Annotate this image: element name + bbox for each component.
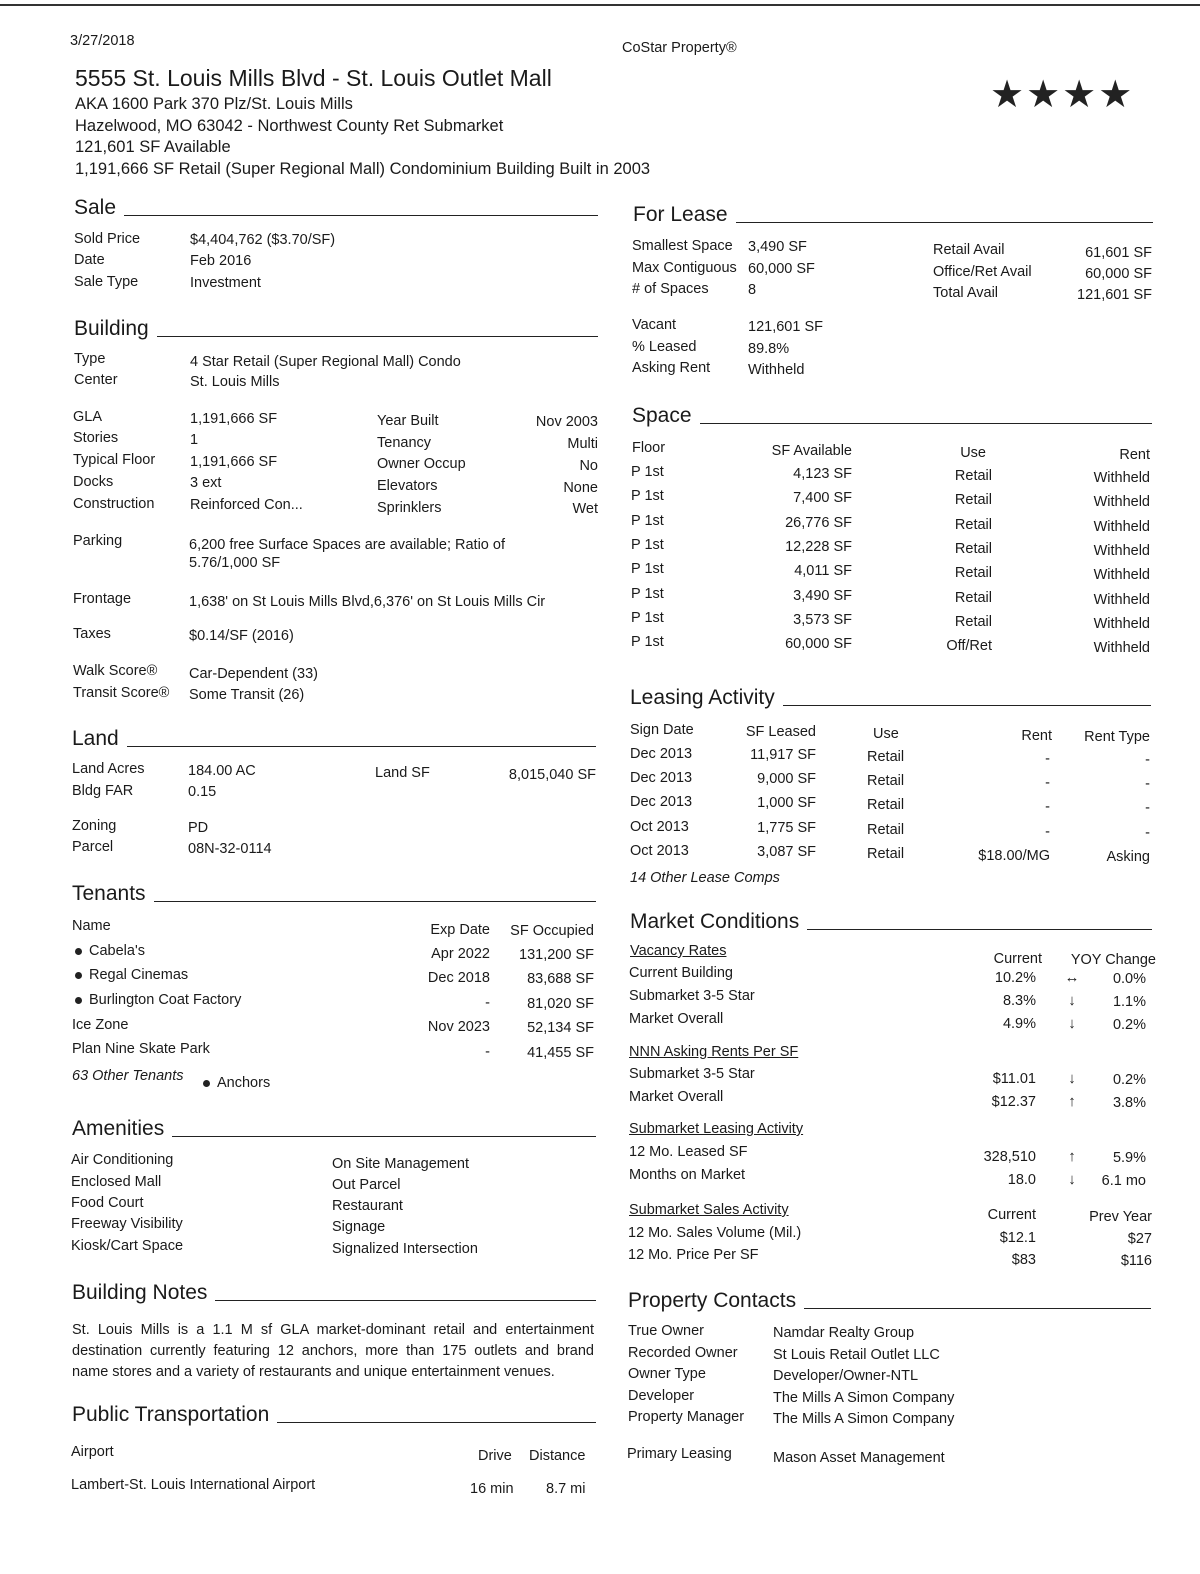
contact-label: Property Manager [628,1409,745,1425]
primary-leasing-label: Primary Leasing [627,1446,732,1462]
building-label: Sprinklers [377,500,442,516]
leasing-rent-type: - [1145,776,1150,793]
tenant-row: Cabela's [75,943,145,959]
sale-value: $4,404,762 ($3.70/SF) [190,232,336,248]
market-change: 5.9% [1112,1150,1146,1166]
building-type-label: Type [74,351,106,367]
building-value: Nov 2003 [535,414,598,430]
tenant-exp: Dec 2018 [427,970,490,986]
market-conditions-heading: Market Conditions [630,910,1152,934]
leasing-col-date: Sign Date [630,722,694,738]
leasing-use: Retail [867,845,905,862]
market-row-label: Market Overall [629,1011,724,1027]
space-rent: Withheld [1093,640,1150,657]
sales-row-label: 12 Mo. Sales Volume (Mil.) [628,1225,802,1241]
contact-value: St Louis Retail Outlet LLC [773,1346,940,1363]
building-label: Owner Occup [377,456,466,472]
trend-arrow-icon: ↑ [1068,1148,1076,1165]
building-notes-heading: Building Notes [72,1281,596,1305]
contact-label: Developer [628,1387,695,1404]
contact-value: The Mills A Simon Company [773,1411,955,1427]
drive-col-label: Drive [478,1448,512,1464]
building-label: Year Built [377,413,439,429]
land-sf-value: 8,015,040 SF [508,767,596,783]
submarket-leasing-heading: Submarket Leasing Activity [629,1121,804,1137]
public-transportation-heading: Public Transportation [72,1403,596,1427]
market-row-label: Market Overall [629,1089,724,1105]
sale-label: Sale Type [74,274,139,290]
leasing-date: Dec 2013 [630,746,693,762]
tenant-sf: 131,200 SF [519,947,594,963]
space-use: Retail [954,565,992,582]
space-floor: P 1st [631,561,664,578]
space-rent: Withheld [1093,494,1150,511]
space-sf: 60,000 SF [785,636,852,653]
leasing-date: Oct 2013 [630,818,689,835]
market-change: 0.0% [1112,971,1146,987]
sale-value: Feb 2016 [190,253,252,269]
leasing-rent-type: - [1145,800,1150,817]
tenant-sf: 41,455 SF [527,1045,594,1061]
lease-label: Retail Avail [933,242,1005,258]
market-row-label: Current Building [629,965,733,981]
airport-col-label: Airport [71,1444,114,1460]
page-title: 5555 St. Louis Mills Blvd - St. Louis Outlet Mall [75,65,552,91]
walk-score-label: Walk Score® [73,663,158,679]
leasing-rent: - [1045,823,1050,840]
market-current: 18.0 [1007,1172,1036,1188]
available-line: 121,601 SF Available [75,138,231,156]
lease-value: 121,601 SF [1077,287,1152,303]
building-center-value: St. Louis Mills [190,374,280,390]
amenity-item: Restaurant [332,1198,403,1214]
contact-value: The Mills A Simon Company [773,1389,955,1406]
lease-label: # of Spaces [632,281,709,297]
space-col-sf: SF Available [771,443,852,459]
land-heading: Land [72,727,596,751]
other-tenants: 63 Other Tenants [72,1068,184,1084]
market-current: 4.9% [1002,1016,1036,1032]
market-row-label: Submarket 3-5 Star [629,988,755,1004]
space-use: Retail [954,589,992,606]
tenant-sf: 81,020 SF [527,996,594,1012]
leasing-sf: 1,775 SF [757,819,816,836]
bldg-far-value: 0.15 [188,784,217,800]
tenant-name: Plan Nine Skate Park [72,1041,210,1057]
tenants-col-exp: Exp Date [430,922,490,938]
lease-value: 89.8% [748,341,790,357]
tenants-col-sf: SF Occupied [510,923,594,939]
space-use: Off/Ret [946,638,992,655]
trend-arrow-icon: ↑ [1068,1093,1076,1110]
leasing-sf: 1,000 SF [757,795,816,812]
lease-label: Max Contiguous [632,260,737,276]
space-floor: P 1st [631,464,664,480]
tenant-exp: Nov 2023 [427,1019,490,1035]
space-use: Retail [954,516,992,533]
amenity-item: Signage [332,1219,386,1235]
amenity-item: Freeway Visibility [71,1216,183,1232]
space-rent: Withheld [1093,615,1150,632]
sale-label: Date [74,252,105,268]
anchors-legend: Anchors [203,1075,270,1091]
zoning-value: PD [188,820,209,836]
space-heading: Space [632,404,1152,428]
market-change: 0.2% [1112,1017,1146,1033]
land-acres-value: 184.00 AC [188,763,256,779]
parcel-value: 08N-32-0114 [188,841,272,857]
building-value: 1,191,666 SF [190,411,278,427]
sales-prev: $27 [1127,1231,1152,1247]
land-acres-label: Land Acres [72,761,145,777]
tenant-exp: Apr 2022 [431,946,490,962]
market-col-yoy: YOY Change [1070,952,1156,968]
land-sf-label: Land SF [375,765,430,781]
space-rent: Withheld [1093,542,1150,559]
leasing-rent-type: - [1145,752,1150,768]
tenant-exp: - [485,995,490,1011]
vacancy-rates-heading: Vacancy Rates [630,943,727,959]
building-label: Tenancy [377,435,432,451]
space-rent: Withheld [1093,567,1150,584]
leasing-use: Retail [867,749,905,765]
aka-line: AKA 1600 Park 370 Plz/St. Louis Mills [75,95,353,113]
contact-label: True Owner [628,1323,705,1339]
building-notes-text: St. Louis Mills is a 1.1 M sf GLA market-dominant retail and entertainment destination currently featuring 12 anchors, more than 175 outlets and brand name stores and a variety of restaurants and unique entertainment venues. [72,1322,594,1380]
leasing-col-rent: Rent [1021,728,1052,744]
space-col-rent: Rent [1119,447,1150,463]
space-sf: 7,400 SF [793,490,852,507]
sales-row-label: 12 Mo. Price Per SF [628,1247,759,1263]
market-current: 8.3% [1002,993,1036,1009]
market-row-label: 12 Mo. Leased SF [629,1144,748,1160]
tenants-heading: Tenants [72,882,596,906]
walk-score-value: Car-Dependent (33) [189,666,318,682]
bldg-far-label: Bldg FAR [72,783,134,799]
sales-col-current: Current [987,1207,1036,1223]
lease-value: 8 [748,282,757,298]
market-col-current: Current [993,951,1042,967]
space-rent: Withheld [1093,470,1150,486]
sales-col-prev: Prev Year [1089,1209,1152,1225]
space-sf: 3,490 SF [793,587,852,604]
leasing-rent: - [1045,775,1050,792]
nnn-rents-heading: NNN Asking Rents Per SF [629,1044,799,1060]
space-use: Retail [954,613,992,630]
airport-drive: 16 min [470,1481,514,1497]
frontage-label: Frontage [73,591,132,607]
space-sf: 3,573 SF [793,611,852,628]
building-center-label: Center [74,372,118,388]
anchor-bullet-icon [75,948,82,955]
leasing-rent-type: - [1145,824,1150,841]
leasing-activity-heading: Leasing Activity [630,686,1151,710]
space-sf: 4,011 SF [794,563,852,580]
parking-value: 6,200 free Surface Spaces are available; Ratio of [189,537,505,553]
space-floor: P 1st [631,512,664,529]
anchor-bullet-icon [203,1080,210,1087]
anchor-bullet-icon [75,972,82,979]
lease-label: % Leased [632,339,697,355]
submarket-sales-heading: Submarket Sales Activity [629,1202,789,1218]
leasing-date: Dec 2013 [630,794,693,811]
for-lease-heading: For Lease [633,203,1153,227]
tenant-row: Burlington Coat Factory [75,992,241,1008]
distance-col-label: Distance [529,1448,586,1464]
airport-name: Lambert-St. Louis International Airport [71,1477,316,1493]
amenity-item: Enclosed Mall [71,1174,162,1190]
lease-label: Vacant [632,317,677,333]
lease-label: Asking Rent [632,360,711,376]
star-rating: ★★★★ [990,74,1135,116]
market-current: $11.01 [992,1071,1036,1087]
space-col-floor: Floor [632,440,666,456]
amenity-item: Food Court [71,1195,144,1211]
space-use: Retail [954,540,992,557]
tenants-col-name: Name [72,918,111,934]
space-rent: Withheld [1093,518,1150,535]
market-change: 1.1% [1112,994,1146,1010]
airport-distance: 8.7 mi [546,1481,586,1497]
contact-label: Recorded Owner [628,1344,738,1361]
space-floor: P 1st [631,609,664,626]
print-date: 3/27/2018 [70,33,135,49]
space-floor: P 1st [631,634,664,651]
leasing-use: Retail [867,797,905,814]
building-label: Construction [73,496,155,512]
space-sf: 4,123 SF [793,466,852,482]
leasing-rent: - [1045,799,1050,816]
leasing-sf: 11,917 SF [750,747,816,763]
anchor-bullet-icon [75,997,82,1004]
leasing-use: Retail [867,773,905,790]
frontage-value: 1,638' on St Louis Mills Blvd,6,376' on St Louis Mills Cir [189,594,546,610]
building-value: 1 [190,432,199,448]
market-row-label: Months on Market [629,1167,746,1183]
sale-value: Investment [190,275,261,291]
market-current: 328,510 [983,1149,1036,1165]
amenity-item: Signalized Intersection [332,1241,478,1257]
zoning-label: Zoning [72,818,117,834]
lease-value: 60,000 SF [748,261,815,277]
building-label: Typical Floor [73,452,156,468]
trend-arrow-icon: ↔ [1064,969,1080,986]
space-sf: 26,776 SF [785,514,852,531]
parking-value-2: 5.76/1,000 SF [189,555,281,571]
sales-current: $83 [1011,1252,1036,1268]
tenant-name: Ice Zone [72,1017,129,1033]
building-value: Multi [567,436,598,452]
transit-score-value: Some Transit (26) [189,687,305,703]
lease-value: 121,601 SF [748,319,823,335]
market-current: 10.2% [994,970,1036,986]
amenity-item: On Site Management [332,1156,470,1172]
tenant-sf: 52,134 SF [527,1020,594,1036]
trend-arrow-icon: ↓ [1068,1070,1076,1087]
leasing-col-type: Rent Type [1084,729,1150,745]
amenities-heading: Amenities [72,1117,596,1141]
tenant-row: Regal Cinemas [75,967,188,983]
building-value: Reinforced Con... [190,497,303,513]
top-border [0,4,1200,6]
building-label: Docks [73,474,114,490]
leasing-sf: 9,000 SF [757,771,816,788]
leasing-col-sf: SF Leased [745,724,816,740]
leasing-rent: - [1045,751,1050,767]
lease-label: Office/Ret Avail [933,264,1032,280]
market-current: $12.37 [991,1094,1036,1110]
building-value: Wet [572,501,598,517]
lease-value: 60,000 SF [1085,266,1152,282]
sale-heading: Sale [74,196,598,220]
building-label: GLA [73,409,103,425]
tenant-sf: 83,688 SF [527,971,594,987]
building-heading: Building [74,317,598,341]
space-floor: P 1st [631,488,664,505]
tenant-exp: - [485,1044,490,1060]
leasing-date: Oct 2013 [630,842,689,859]
location-line: Hazelwood, MO 63042 - Northwest County Ret Submarket [75,117,504,135]
parcel-label: Parcel [72,839,114,855]
space-rent: Withheld [1093,591,1150,608]
space-floor: P 1st [631,536,664,553]
leasing-rent-type: Asking [1106,848,1150,865]
primary-leasing-value: Mason Asset Management [773,1450,945,1466]
building-label: Elevators [377,478,438,494]
space-use: Retail [954,468,992,484]
amenity-item: Air Conditioning [71,1152,174,1168]
taxes-label: Taxes [73,626,111,642]
space-sf: 12,228 SF [785,538,852,555]
amenity-item: Out Parcel [332,1177,401,1193]
lease-value: 61,601 SF [1085,245,1152,261]
building-value: No [579,458,598,474]
contact-label: Owner Type [628,1366,706,1382]
sale-label: Sold Price [74,231,141,247]
space-floor: P 1st [631,585,664,602]
building-value: 1,191,666 SF [190,454,278,470]
market-change: 6.1 mo [1101,1173,1146,1189]
building-value: None [563,480,598,496]
leasing-sf: 3,087 SF [757,843,816,860]
market-change: 3.8% [1112,1095,1146,1111]
trend-arrow-icon: ↓ [1068,1015,1076,1032]
lease-label: Total Avail [933,285,999,301]
trend-arrow-icon: ↓ [1068,1171,1076,1188]
parking-label: Parking [73,533,123,549]
other-lease-comps: 14 Other Lease Comps [630,870,780,886]
market-row-label: Submarket 3-5 Star [629,1066,755,1082]
space-col-use: Use [960,445,986,461]
property-contacts-heading: Property Contacts [628,1289,1151,1313]
market-change: 0.2% [1112,1072,1146,1088]
transit-score-label: Transit Score® [73,685,170,701]
contact-value: Developer/Owner-NTL [773,1368,919,1384]
trend-arrow-icon: ↓ [1068,992,1076,1009]
leasing-col-use: Use [873,726,899,742]
summary-line: 1,191,666 SF Retail (Super Regional Mall) Condominium Building Built in 2003 [75,160,651,178]
brand-label: CoStar Property® [622,40,737,56]
lease-label: Smallest Space [632,238,733,254]
sales-prev: $116 [1120,1253,1152,1269]
sales-current: $12.1 [999,1230,1036,1246]
building-type-value: 4 Star Retail (Super Regional Mall) Condo [190,354,461,370]
space-use: Retail [954,492,992,509]
leasing-date: Dec 2013 [630,770,693,787]
building-value: 3 ext [190,475,222,491]
lease-value: Withheld [748,362,805,378]
taxes-value: $0.14/SF (2016) [189,628,294,644]
amenity-item: Kiosk/Cart Space [71,1238,184,1254]
leasing-use: Retail [867,821,905,838]
leasing-rent: $18.00/MG [978,847,1050,864]
lease-value: 3,490 SF [748,239,807,255]
building-label: Stories [73,430,119,446]
contact-value: Namdar Realty Group [773,1325,915,1341]
